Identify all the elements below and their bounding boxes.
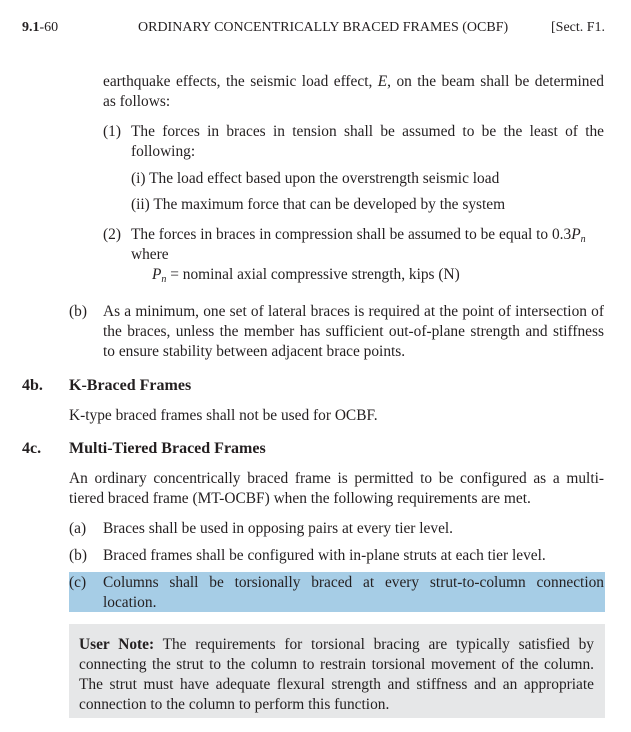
definition-text: = nominal axial compressive strength, kips (N) bbox=[166, 266, 460, 283]
variable-p: P bbox=[571, 226, 581, 243]
item-2-line-1 bbox=[131, 225, 586, 245]
page-number-rest: -60 bbox=[39, 20, 59, 35]
item-1-label: (1) bbox=[103, 123, 121, 140]
user-note-line-2: connecting the strut to the column to restrain torsional movement of the column. bbox=[79, 656, 594, 673]
item-2-line-1-text: The forces in braces in compression shall be assumed to be equal to 0.3 bbox=[131, 226, 572, 243]
section-4c-para-line-2: tiered braced frame (MT-OCBF) when the following requirements are met. bbox=[69, 490, 531, 507]
section-4c-item-c-line-2: location. bbox=[103, 594, 157, 611]
item-1-sub-ii: (ii) The maximum force that can be developed by the system bbox=[131, 196, 506, 213]
item-1-sub-i: (i) The load effect based upon the overstrength seismic load bbox=[131, 170, 500, 187]
section-4c-item-c-label: (c) bbox=[69, 574, 87, 591]
running-header-title: ORDINARY CONCENTRICALLY BRACED FRAMES (OCBF) bbox=[138, 20, 509, 35]
intro-line-1 bbox=[103, 72, 604, 92]
item-2-definition bbox=[152, 265, 460, 285]
item-2-line-2: where bbox=[131, 246, 169, 263]
intro-line-2: as follows: bbox=[103, 93, 171, 110]
user-note-line-3: The strut must have adequate flexural strength and stiffness and an appropriate bbox=[79, 676, 594, 693]
section-4c-item-a-text: Braces shall be used in opposing pairs at every tier level. bbox=[103, 520, 454, 537]
intro-line-1-post: , on the beam shall be determined bbox=[387, 73, 604, 90]
section-4b-title: K-Braced Frames bbox=[69, 377, 192, 394]
item-b-label: (b) bbox=[69, 303, 87, 320]
section-4c-item-b-label: (b) bbox=[69, 547, 87, 564]
section-4c-para-line-1: An ordinary concentrically braced frame is permitted to be configured as a multi- bbox=[69, 470, 604, 487]
variable-e: E bbox=[377, 73, 388, 90]
item-b-line-2: the braces, unless the member has sufficient out-of-plane strength and stiffness bbox=[103, 323, 604, 340]
item-2-label: (2) bbox=[103, 226, 121, 243]
user-note-line-4: connection to the column to perform this function. bbox=[79, 696, 390, 713]
user-note-line-1-text: The requirements for torsional bracing are typically satisfied by bbox=[154, 636, 594, 653]
running-header-section: [Sect. F1. bbox=[551, 20, 606, 35]
section-4b-number: 4b. bbox=[22, 377, 43, 394]
definition-variable: P bbox=[152, 266, 162, 283]
section-4c-title: Multi-Tiered Braced Frames bbox=[69, 440, 266, 457]
section-4c-item-a-label: (a) bbox=[69, 520, 87, 537]
item-1-line-2: following: bbox=[131, 143, 196, 160]
item-b-line-1: As a minimum, one set of lateral braces is required at the point of intersection of bbox=[103, 303, 604, 320]
intro-line-1-pre: earthquake effects, the seismic load effect, bbox=[103, 73, 378, 90]
page-number bbox=[22, 18, 58, 38]
variable-p-subscript: n bbox=[580, 234, 586, 245]
user-note-line-1 bbox=[79, 635, 594, 655]
section-4c-item-b-text: Braced frames shall be configured with in-plane struts at each tier level. bbox=[103, 547, 546, 564]
section-4c-number: 4c. bbox=[22, 440, 42, 457]
item-1-line-1: The forces in braces in tension shall be assumed to be the least of the bbox=[131, 123, 604, 140]
section-4c-item-c-line-1: Columns shall be torsionally braced at every strut-to-column connection bbox=[103, 574, 604, 591]
item-b-line-3: to ensure stability between adjacent brace points. bbox=[103, 343, 406, 360]
definition-subscript: n bbox=[161, 274, 167, 285]
page-number-bold: 9.1 bbox=[22, 20, 40, 35]
section-4b-text: K-type braced frames shall not be used for OCBF. bbox=[69, 407, 378, 424]
user-note-label: User Note: bbox=[79, 636, 155, 653]
